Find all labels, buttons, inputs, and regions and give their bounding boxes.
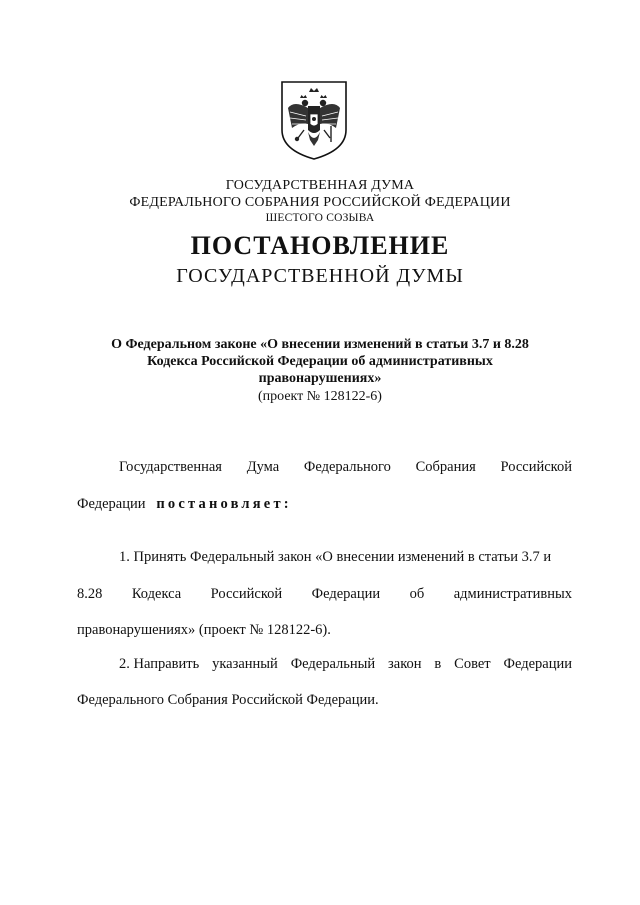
word: Совет — [454, 656, 491, 672]
org-line-2: ФЕДЕРАЛЬНОГО СОБРАНИЯ РОССИЙСКОЙ ФЕДЕРАЦИИ — [129, 195, 511, 210]
word: указанный — [212, 656, 278, 672]
item1-line-2 — [77, 586, 572, 603]
word: 2. Направить — [119, 656, 200, 672]
item1-line-3: правонарушениях» (проект № 128122-6). — [77, 622, 331, 638]
intro-verb: постановляет: — [156, 496, 292, 512]
word: 8.28 — [77, 586, 103, 602]
word: Федерации — [503, 656, 572, 672]
word: об — [409, 586, 425, 602]
item2-line-1 — [119, 656, 572, 673]
intro-line-1 — [119, 459, 572, 476]
convocation: ШЕСТОГО СОЗЫВА — [265, 212, 375, 224]
item2-line-2: Федерального Собрания Российской Федерации. — [77, 692, 379, 708]
word: Федерации — [311, 586, 381, 602]
project-number: (проект № 128122-6) — [258, 389, 382, 404]
item1-line-1: 1. Принять Федеральный закон «О внесении изменений в статьи 3.7 и — [119, 549, 552, 565]
document-title-sub: ГОСУДАРСТВЕННОЙ ДУМЫ — [176, 265, 464, 287]
subject-line-1: О Федеральном законе «О внесении изменений в статьи 3.7 и 8.28 — [111, 337, 529, 352]
intro-line-2 — [77, 496, 292, 513]
word: в — [434, 656, 442, 672]
word: Федерального — [303, 459, 391, 475]
word: Государственная — [119, 459, 222, 475]
word: закон — [388, 656, 422, 672]
word: Кодекса — [131, 586, 182, 602]
subject-line-2: Кодекса Российской Федерации об административных — [147, 354, 493, 369]
word: Федеральный — [290, 656, 376, 672]
org-line-1: ГОСУДАРСТВЕННАЯ ДУМА — [225, 178, 415, 193]
word: административных — [453, 586, 572, 602]
word: Собрания — [415, 459, 476, 475]
coat-of-arms-icon — [278, 78, 350, 162]
word: Российской — [500, 459, 572, 475]
resolution-subject — [60, 336, 580, 387]
word: Дума — [246, 459, 280, 475]
document-title: ПОСТАНОВЛЕНИЕ — [190, 231, 450, 260]
subject-line-3: правонарушениях» — [258, 371, 382, 386]
intro-line-2-start: Федерации — [77, 496, 146, 512]
word: Российской — [210, 586, 283, 602]
